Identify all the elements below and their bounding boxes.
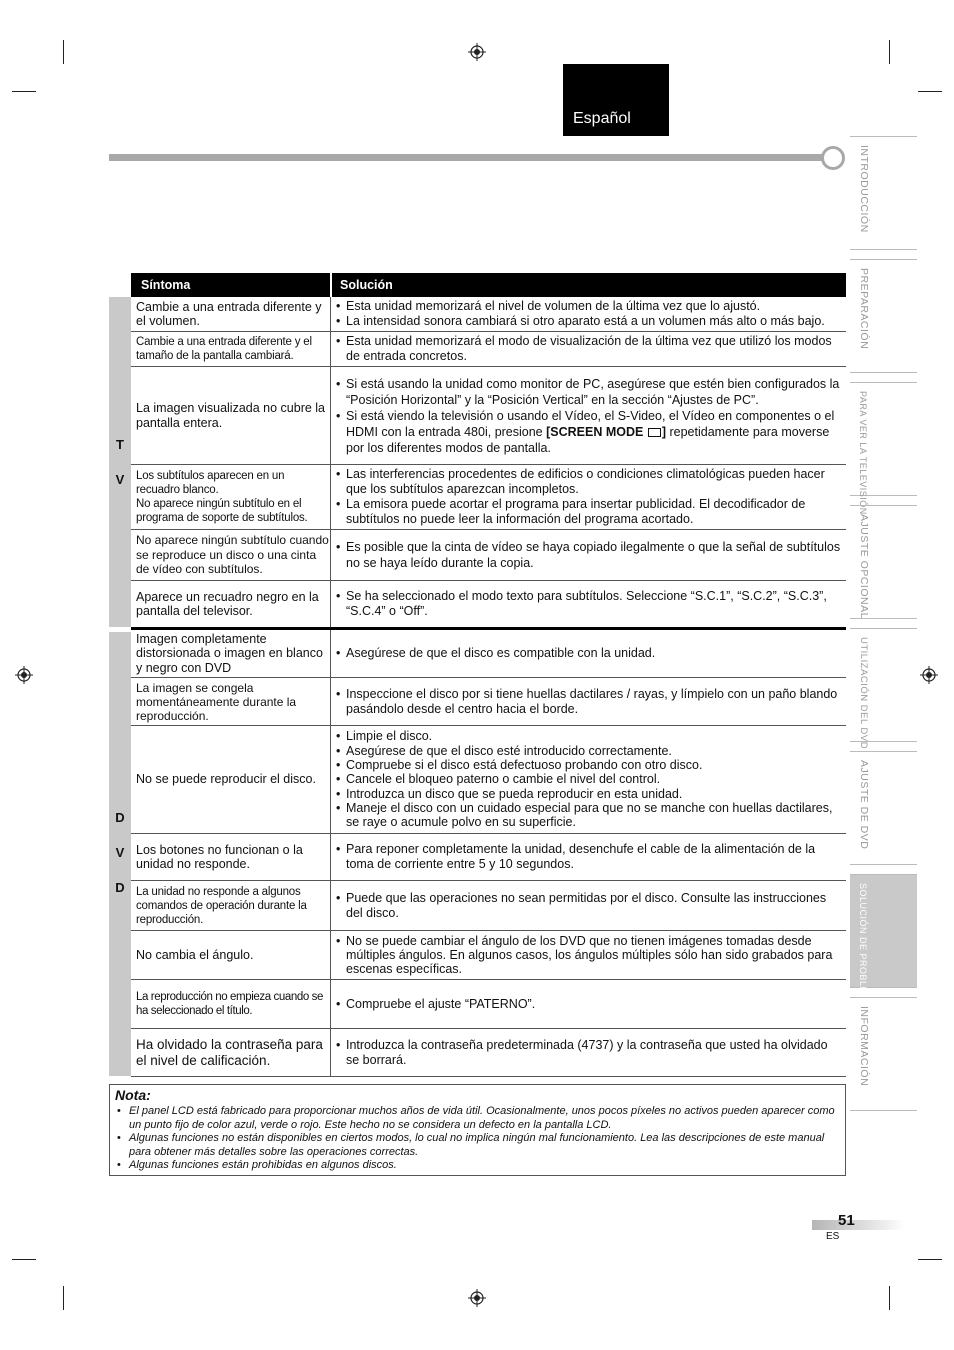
solution-cell: • Las interferencias procedentes de edificios o condiciones climatológicas pueden hacer que los subtítulos aparezcan incompletos. • La emisora puede acortar el programa para insertar publicidad. El decodificador de subtítulos no puede leer la información del programa acortado. xyxy=(332,465,846,529)
symptom-cell: La imagen se congela momentáneamente durante la reproducción. xyxy=(131,678,331,725)
registration-mark-icon xyxy=(920,666,938,684)
registration-mark-icon xyxy=(468,43,486,61)
header-rule xyxy=(109,154,827,161)
symptom-cell: No cambia el ángulo. xyxy=(131,931,331,979)
list-item: • Algunas funciones están prohibidas en algunos discos. xyxy=(116,1159,838,1173)
symptom-cell: Cambie a una entrada diferente y el volumen. xyxy=(131,297,331,331)
solution-cell: • Compruebe el ajuste “PATERNO”. xyxy=(332,980,846,1028)
crop-mark xyxy=(918,1259,942,1260)
solution-cell: • Si está usando la unidad como monitor de PC, asegúrese que estén bien configurados la “Posición Horizontal” y la “Posición Vertical” en la sección “Ajustes de PC”. • Si está viendo la televisión o usando el Vídeo, el S-Video, el Vídeo en componentes o el HDMI con la entrada 480i, presione [SCREEN MODE ] repetidamente para moverse por los diferentes modos de pantalla. xyxy=(332,367,846,464)
note-box xyxy=(109,1084,846,1176)
table-row xyxy=(131,530,846,581)
symptom-cell: La unidad no responde a algunos comandos de operación durante la reproducción. xyxy=(131,881,331,930)
group-bar-tv xyxy=(109,297,131,627)
registration-mark-icon xyxy=(468,1289,486,1307)
table-row xyxy=(131,581,846,627)
side-tab-preparacion[interactable]: PREPARACIÓN xyxy=(850,259,917,373)
symptom-cell: No se puede reproducir el disco. xyxy=(131,726,331,833)
table-row xyxy=(131,834,846,881)
page-language-code: ES xyxy=(826,1231,840,1242)
crop-mark xyxy=(918,91,942,92)
table-row xyxy=(131,630,846,678)
symptom-cell: Ha olvidado la contraseña para el nivel de calificación. xyxy=(131,1029,331,1076)
page-number: 51 xyxy=(838,1212,855,1229)
solution-cell: • Para reponer completamente la unidad, desenchufe el cable de la alimentación de la toma de corriente entre 5 y 10 segundos. xyxy=(332,834,846,880)
side-tab-solucion-de-problemas[interactable]: SOLUCIÓN DE PROBLEMAS xyxy=(850,874,917,988)
solution-cell: • Se ha seleccionado el modo texto para subtítulos. Seleccione “S.C.1”, “S.C.2”, “S.C.3”, “S.C.4” o “Off”. xyxy=(332,581,846,627)
page-number-bar xyxy=(812,1220,904,1230)
solution-cell: • Esta unidad memorizará el nivel de volumen de la última vez que lo ajustó. • La intensidad sonora cambiará si otro aparato está a un volumen más alto o más bajo. xyxy=(332,297,846,331)
symptom-cell: Los subtítulos aparecen en un recuadro blanco. No aparece ningún subtítulo en el programa de soporte de subtítulos. xyxy=(131,465,331,529)
table-row xyxy=(131,297,846,332)
table-row xyxy=(131,678,846,726)
solution-cell: • Inspeccione el disco por si tiene huellas dactilares / rayas, y límpielo con un paño blando pasándolo desde el centro hacia el borde. xyxy=(332,678,846,725)
symptom-cell: La reproducción no empieza cuando se ha seleccionado el título. xyxy=(131,980,331,1028)
symptom-cell: No aparece ningún subtítulo cuando se reproduce un disco o una cinta de vídeo con subtítulos. xyxy=(131,530,331,580)
side-tab-utilizacion-del-dvd[interactable]: UTILIZACIÓN DEL DVD xyxy=(850,628,917,742)
language-tab xyxy=(563,64,669,136)
symptom-cell: La imagen visualizada no cubre la pantalla entera. xyxy=(131,367,331,464)
symptom-cell: Cambie a una entrada diferente y el tamaño de la pantalla cambiará. xyxy=(131,332,331,366)
symptom-cell: Aparece un recuadro negro en la pantalla del televisor. xyxy=(131,581,331,627)
note-list xyxy=(116,1105,838,1173)
solution-cell: • Asegúrese de que el disco es compatible con la unidad. xyxy=(332,630,846,677)
column-header-solution: Solución xyxy=(332,273,846,297)
solution-cell: • Esta unidad memorizará el modo de visualización de la última vez que utilizó los modos de entrada concretos. xyxy=(332,332,846,366)
side-tab-para-ver-la-television[interactable]: PARA VER LA TELEVISIÓN xyxy=(850,382,917,496)
side-tab-ajuste-opcional[interactable]: AJUSTE OPCIONAL xyxy=(850,505,917,619)
table-row xyxy=(131,367,846,465)
side-tab-ajuste-de-dvd[interactable]: AJUSTE DE DVD xyxy=(850,751,917,865)
screen-mode-icon xyxy=(648,428,661,437)
solution-cell: • Introduzca la contraseña predeterminada (4737) y la contraseña que usted ha olvidado se borrará. xyxy=(332,1029,846,1076)
crop-mark xyxy=(889,1286,890,1310)
registration-mark-icon xyxy=(15,666,33,684)
side-tab-informacion[interactable]: INFORMACIÓN xyxy=(850,997,917,1111)
crop-mark xyxy=(889,40,890,64)
crop-mark xyxy=(63,1286,64,1310)
list-item: • Algunas funciones no están disponibles en ciertos modos, lo cual no implica ningún mal funcionamiento. Lea las descripciones de este manual para obtener más detalles sobre las operaciones correctas. xyxy=(116,1132,838,1159)
solution-cell: • Puede que las operaciones no sean permitidas por el disco. Consulte las instrucciones del disco. xyxy=(332,881,846,930)
symptom-cell: Los botones no funcionan o la unidad no responde. xyxy=(131,834,331,880)
language-label: Español xyxy=(573,110,631,127)
table-row xyxy=(131,881,846,931)
table-row xyxy=(131,1029,846,1077)
table-row xyxy=(131,332,846,367)
solution-cell: • No se puede cambiar el ángulo de los DVD que no tienen imágenes tomadas desde múltiples ángulos. En algunos casos, los ángulos múltiples sólo han sido grabados para escenas específicas. xyxy=(332,931,846,979)
symptom-cell: Imagen completamente distorsionada o imagen en blanco y negro con DVD xyxy=(131,630,331,677)
table-row xyxy=(131,980,846,1029)
note-title: Nota: xyxy=(115,1087,151,1103)
side-tab-introduccion[interactable]: INTRODUCCIÓN xyxy=(850,136,917,250)
header-rule-circle xyxy=(821,146,845,170)
column-header-symptom: Síntoma xyxy=(131,273,330,297)
list-item: • El panel LCD está fabricado para proporcionar muchos años de vida útil. Ocasionalmente, unos pocos píxeles no activos pueden aparecer como un punto fijo de color azul, verde o rojo. Este hecho no se considera un defecto en la pantalla LCD. xyxy=(116,1105,838,1132)
solution-cell: • Limpie el disco. • Asegúrese de que el disco esté introducido correctamente. • Compruebe si el disco está defectuoso probando con otro disco. • Cancele el bloqueo paterno o cambie el nivel del control. • Introduzca un disco que se pueda reproducir en esta unidad. • Maneje el disco con un cuidado especial para que no se manche con huellas dactilares, se raye o acumule polvo en su superficie. xyxy=(332,726,846,833)
table-row xyxy=(131,465,846,530)
table-row xyxy=(131,931,846,980)
crop-mark xyxy=(12,1259,36,1260)
solution-cell: • Es posible que la cinta de vídeo se haya copiado ilegalmente o que la señal de subtítulos no se haya leído durante la copia. xyxy=(332,530,846,580)
crop-mark xyxy=(12,91,36,92)
crop-mark xyxy=(63,40,64,64)
table-row xyxy=(131,726,846,834)
